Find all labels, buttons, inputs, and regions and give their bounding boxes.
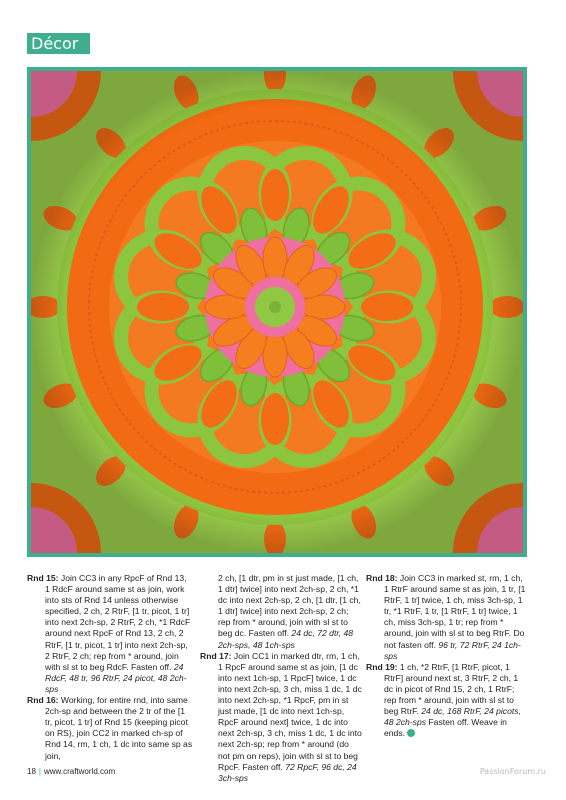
column-1 <box>27 573 193 762</box>
round-16 <box>27 695 193 762</box>
round-19 <box>366 662 528 740</box>
round-18-label: Rnd 18: <box>366 573 398 583</box>
project-photo <box>27 67 527 557</box>
round-18-text: Join CC3 in marked st, rm, 1 ch, 1 RtrF around same st as join, 1 tr, [1 RtrF, 1 tr] twice, 1 ch, miss 3ch-sp, 1 tr, *1 RtrF, 1 tr, [1 RtrF, 1 tr] twice, 1 ch, miss 3ch-sp, 1 tr; rep from * around, join with sl st to beg RtrF. Do not fasten off. <box>384 573 526 650</box>
round-15-text: Join CC3 in any RpcF of Rnd 13, 1 RdcF around same st as join, work into sts of Rnd 14 unless otherwise specified, 2 ch, 2 RtrF, [1 tr, picot, 1 tr] into next 2ch-sp, 2 RtrF, 2 ch, *1 RdcF around next RpcF of Rnd 13, 2 ch, 2 RtrF, [1 tr, picot, 1 tr] into next 2ch-sp, 2 RtrF, 2 ch; rep from * around, join with sl st to beg RdcF. Fasten off. <box>45 573 191 672</box>
section-tag-label: Décor <box>31 34 79 53</box>
round-19-tail: Fasten off. Weave in ends. <box>384 717 507 739</box>
round-17 <box>200 651 362 784</box>
round-17-summary: 72 RpcF, 96 dc, 24 3ch-sps <box>218 761 357 783</box>
round-17-text: Join CC1 in marked dtr, rm, 1 ch, 1 RpcF around same st as join, [1 dc into next 1ch-sp, 1 RpcF] twice, 1 dc into next 2ch-sp, 3 ch, miss 1 dc, 1 dc into next 2ch-sp, *1 RpcF, pm in st just made, [1 dc into next 1ch-sp, RpcF around next] twice, 1 dc into next 2ch-sp, 3 ch, miss 1 dc, 1 dc into next 2ch-sp; rep from * around (do not pm on reps), join with sl st to beg RpcF. Fasten off. <box>218 650 362 772</box>
round-15-summary: 24 RdcF, 48 tr, 96 RtrF, 24 picot, 48 2ch-sps <box>45 661 187 694</box>
round-16-text-b: 2 ch, [1 dtr, pm in st just made, [1 ch, 1 dtr] twice] into next 2ch-sp, 2 ch, *1 dc into next 2ch-sp, 2 ch, [1 dtr, [1 ch, 1 dtr] twice] into next 2ch-sp, 2 ch; rep from * around, join with sl st to beg dc. Fasten off. <box>218 573 361 639</box>
page-number: 18 <box>27 767 36 776</box>
column-3 <box>366 573 528 739</box>
footer-separator: | <box>38 767 41 776</box>
round-15 <box>27 573 193 695</box>
round-19-text: 1 ch, *2 RtrF, [1 RtrF, picot, 1 RtrF] around next st, 3 RtrF, 2 ch, 1 dc in picot of Rnd 15, 2 ch, 1 RtrF; rep from * around, join with sl st to beg RtrF. <box>384 661 519 717</box>
column-2 <box>200 573 362 784</box>
watermark: PassionForum.ru <box>479 767 546 776</box>
round-16-continued <box>200 573 362 651</box>
end-of-pattern-icon <box>407 729 415 737</box>
section-tag <box>27 33 90 54</box>
crochet-mandala-illustration <box>31 71 523 553</box>
round-16-label: Rnd 16: <box>27 695 59 706</box>
round-15-label: Rnd 15: <box>27 573 59 583</box>
round-16-summary: 24 dc, 72 dtr, 48 2ch-sps, 48 1ch-sps <box>218 628 354 650</box>
footer-site: www.craftworld.com <box>43 767 116 776</box>
round-18-summary: 96 tr, 72 RtrF, 24 1ch-sps <box>384 639 521 661</box>
page-footer <box>27 767 115 776</box>
round-17-label: Rnd 17: <box>200 650 232 661</box>
round-18 <box>366 573 528 662</box>
round-19-label: Rnd 19: <box>366 661 398 672</box>
round-19-summary: 24 dc, 168 RtrF, 24 picots, 48 2ch-sps <box>384 706 521 728</box>
photo-shading <box>31 71 523 553</box>
round-16-text-a: Working, for entire rnd, into same 2ch-sp and between the 2 tr of the [1 tr, picot, 1 tr] of Rnd 15 (keeping picot on RS), join CC2 in marked ch-sp of Rnd 14, rm, 1 ch, 1 dc into same sp as join, <box>45 695 193 761</box>
